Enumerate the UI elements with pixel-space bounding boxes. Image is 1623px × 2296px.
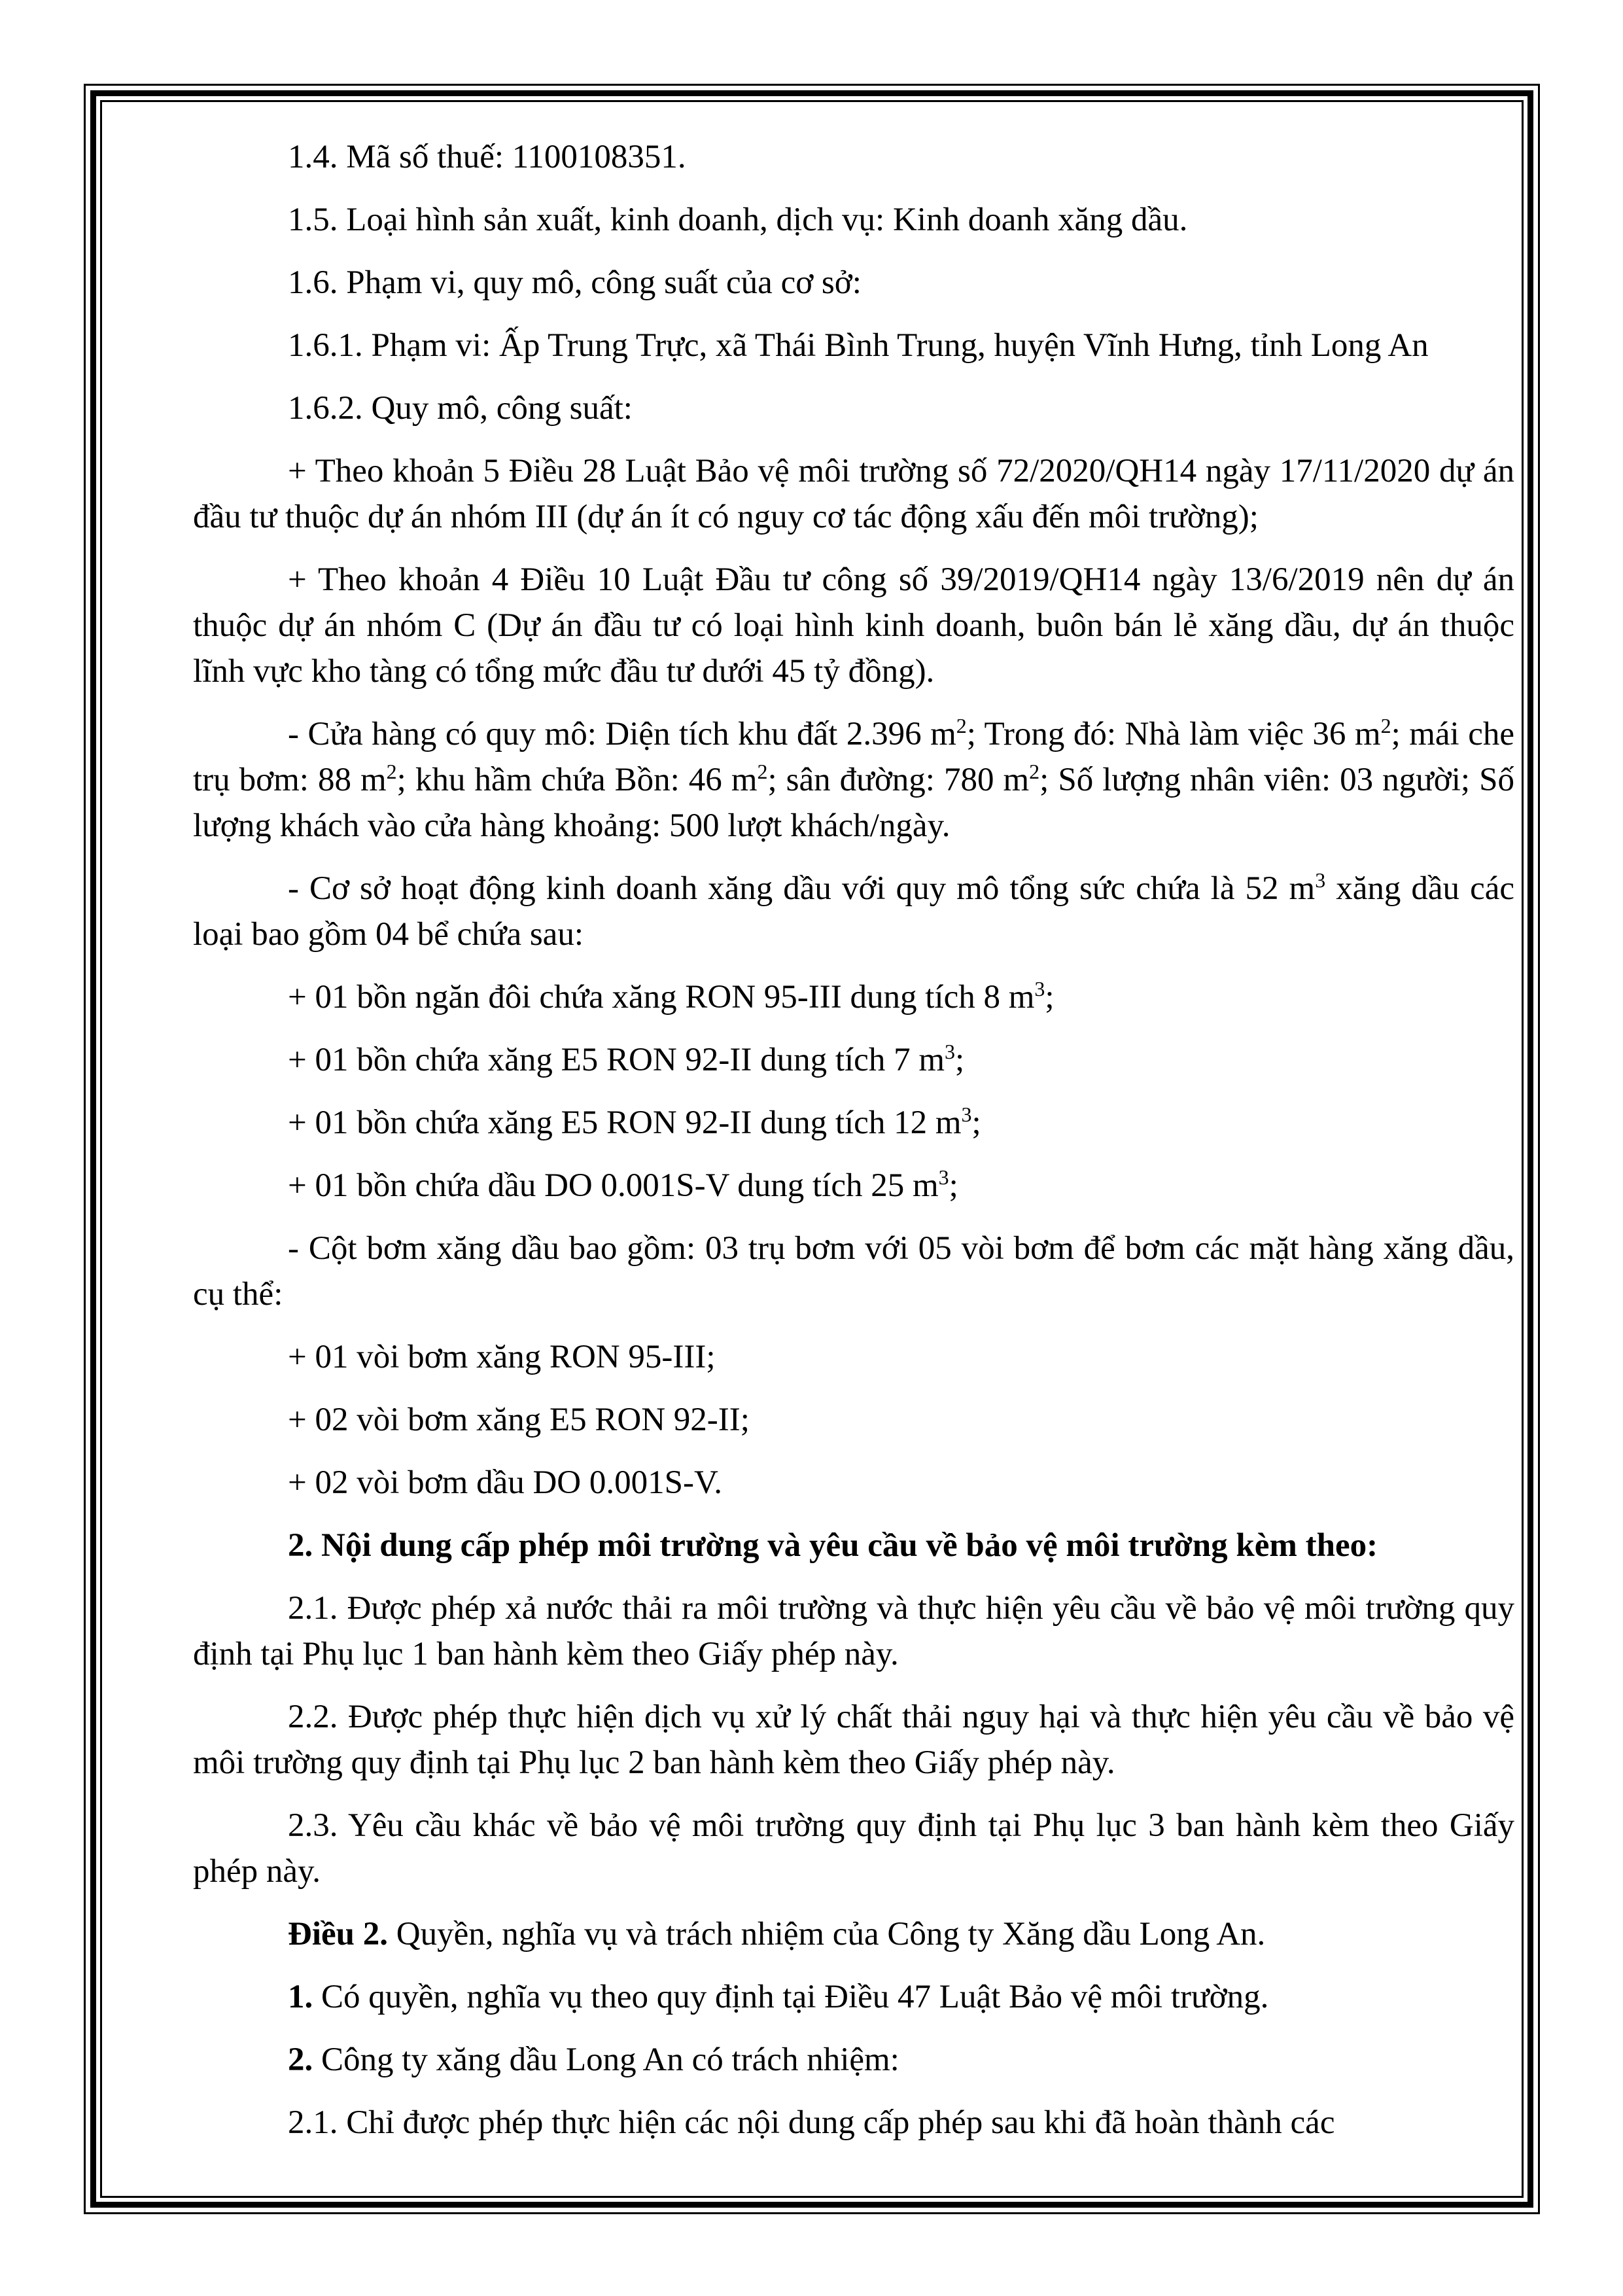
list-item-nozzle-2: + 02 vòi bơm xăng E5 RON 92-II; — [288, 1402, 750, 1438]
article-2-text: Quyền, nghĩa vụ và trách nhiệm của Công ty Xăng dầu Long An. — [388, 1916, 1266, 1952]
store-scale-text-2: ; Trong đó: Nhà làm việc 36 m — [966, 716, 1381, 752]
store-scale-text-6: ; Số lượng nhân viên: 03 người; Số lượng khách vào cửa hàng khoảng: 500 lượt khách/ngày. — [193, 762, 1514, 844]
tank-4-text: + 01 bồn chứa dầu DO 0.001S-V dung tích 25 m — [288, 1167, 939, 1204]
tank-1-text: + 01 bồn ngăn đôi chứa xăng RON 95-III dung tích 8 m — [288, 979, 1035, 1016]
article-2-item-2 — [193, 2037, 1514, 2083]
paragraph-scope-location: 1.6.1. Phạm vi: Ấp Trung Trực, xã Thái Bình Trung, huyện Vĩnh Hưng, tỉnh Long An — [288, 327, 1429, 364]
semicolon: ; — [971, 1104, 981, 1141]
paragraph-pumps: - Cột bơm xăng dầu bao gồm: 03 trụ bơm với 05 vòi bơm để bơm các mặt hàng xăng dầu, cụ thể: — [193, 1230, 1514, 1313]
superscript-2: 2 — [956, 714, 967, 737]
document-body — [193, 124, 1514, 2146]
article-2-heading — [193, 1911, 1514, 1957]
semicolon: ; — [1045, 979, 1055, 1016]
storage-text-2: xăng dầu các loại bao gồm 04 bể chứa sau: — [193, 870, 1514, 953]
paragraph-store-scale — [193, 711, 1514, 849]
item-number-1: 1. — [288, 1979, 313, 2015]
store-scale-text-5: ; sân đường: 780 m — [767, 762, 1030, 798]
superscript-3: 3 — [1315, 868, 1326, 892]
superscript-2: 2 — [1380, 714, 1391, 737]
semicolon: ; — [949, 1167, 958, 1204]
semicolon: ; — [955, 1042, 965, 1078]
paragraph-2-3: 2.3. Yêu cầu khác về bảo vệ môi trường quy định tại Phụ lục 3 ban hành kèm theo Giấy phép này. — [193, 1807, 1514, 1890]
list-item-nozzle-3: + 02 vòi bơm dầu DO 0.001S-V. — [288, 1464, 722, 1501]
paragraph-capacity-heading: 1.6.2. Quy mô, công suất: — [288, 390, 633, 427]
superscript-3: 3 — [1034, 977, 1045, 1000]
superscript-3: 3 — [938, 1165, 949, 1189]
list-item-tank-1 — [193, 974, 1514, 1020]
paragraph-storage-capacity — [193, 866, 1514, 957]
list-item-tank-3 — [193, 1100, 1514, 1146]
tank-3-text: + 01 bồn chứa xăng E5 RON 92-II dung tích 12 m — [288, 1104, 962, 1141]
tank-2-text: + 01 bồn chứa xăng E5 RON 92-II dung tích 7 m — [288, 1042, 945, 1078]
superscript-2: 2 — [757, 760, 768, 783]
superscript-3: 3 — [961, 1103, 972, 1126]
paragraph-business-type: 1.5. Loại hình sản xuất, kinh doanh, dịch vụ: Kinh doanh xăng dầu. — [288, 202, 1188, 238]
item-2-text: Công ty xăng dầu Long An có trách nhiệm: — [313, 2041, 899, 2078]
paragraph-2-1: 2.1. Được phép xả nước thải ra môi trường và thực hiện yêu cầu về bảo vệ môi trường quy định tại Phụ lục 1 ban hành kèm theo Giấy phép này. — [193, 1590, 1514, 1672]
superscript-3: 3 — [945, 1040, 955, 1063]
section-heading-2: 2. Nội dung cấp phép môi trường và yêu cầu về bảo vệ môi trường kèm theo: — [288, 1527, 1378, 1564]
store-scale-text-1: - Cửa hàng có quy mô: Diện tích khu đất 2.396 m — [288, 716, 956, 752]
list-item-tank-4 — [193, 1163, 1514, 1209]
paragraph-scope-heading: 1.6. Phạm vi, quy mô, công suất của cơ sở: — [288, 264, 862, 301]
list-item-tank-2 — [193, 1037, 1514, 1083]
list-item-nozzle-1: + 01 vòi bơm xăng RON 95-III; — [288, 1339, 716, 1375]
paragraph-2-2: 2.2. Được phép thực hiện dịch vụ xử lý chất thải nguy hại và thực hiện yêu cầu về bảo vệ môi trường quy định tại Phụ lục 2 ban hành kèm theo Giấy phép này. — [193, 1699, 1514, 1781]
paragraph-law-investment: + Theo khoản 4 Điều 10 Luật Đầu tư công số 39/2019/QH14 ngày 13/6/2019 nên dự án thuộc dự án nhóm C (Dự án đầu tư có loại hình kinh doanh, buôn bán lẻ xăng dầu, dự án thuộc lĩnh vực kho tàng có tổng mức đầu tư dưới 45 tỷ đồng). — [193, 561, 1514, 690]
item-number-2: 2. — [288, 2041, 313, 2078]
item-1-text: Có quyền, nghĩa vụ theo quy định tại Điều 47 Luật Bảo vệ môi trường. — [313, 1979, 1269, 2015]
article-2-label: Điều 2. — [288, 1916, 388, 1952]
paragraph-tax-code: 1.4. Mã số thuế: 1100108351. — [288, 139, 686, 175]
store-scale-text-4: ; khu hầm chứa Bồn: 46 m — [396, 762, 758, 798]
paragraph-law-env: + Theo khoản 5 Điều 28 Luật Bảo vệ môi trường số 72/2020/QH14 ngày 17/11/2020 dự án đầu tư thuộc dự án nhóm III (dự án ít có nguy cơ tác động xấu đến môi trường); — [193, 453, 1514, 535]
article-2-item-1 — [193, 1974, 1514, 2020]
superscript-2: 2 — [386, 760, 397, 783]
paragraph-2-1-duty: 2.1. Chỉ được phép thực hiện các nội dung cấp phép sau khi đã hoàn thành các — [288, 2104, 1335, 2141]
store-scale-text-3: ; mái che trụ bơm: 88 m — [193, 716, 1514, 798]
storage-text-1: - Cơ sở hoạt động kinh doanh xăng dầu với quy mô tổng sức chứa là 52 m — [288, 870, 1316, 907]
superscript-2: 2 — [1029, 760, 1040, 783]
